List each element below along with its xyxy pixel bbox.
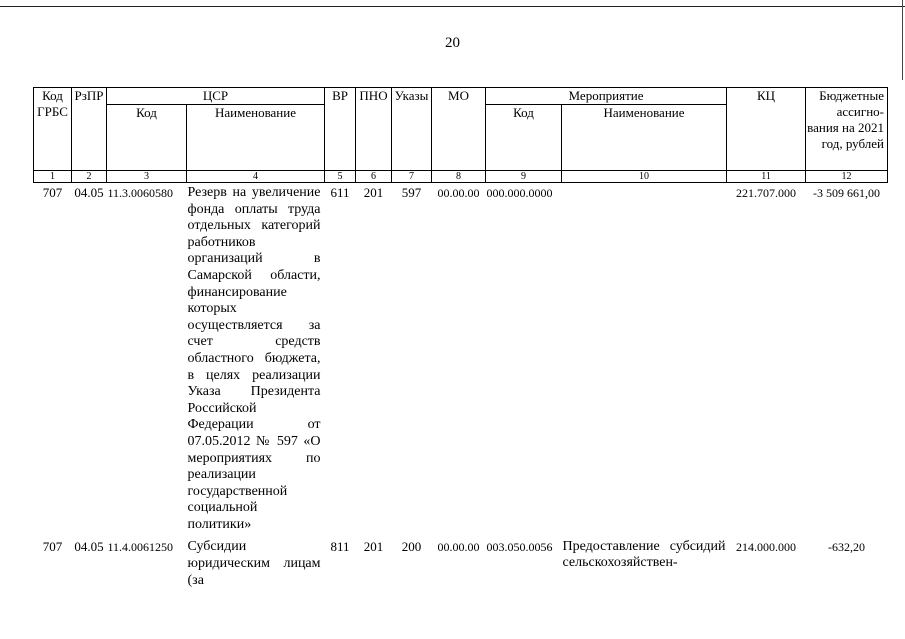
- column-number: 4: [187, 171, 325, 183]
- header-vr: ВР: [325, 88, 356, 171]
- header-mo: МО: [432, 88, 486, 171]
- header-csr-name: Наименование: [187, 105, 325, 171]
- cell-vr: 811: [330, 539, 350, 555]
- cell-mo: 00.00.00: [437, 186, 480, 200]
- header-kc: КЦ: [727, 88, 806, 171]
- header-row-1: [34, 88, 888, 105]
- cell-pno: 201: [363, 185, 384, 200]
- cell-grbs: 707: [42, 539, 63, 555]
- cell-mer-kod: 003.050.0056: [486, 540, 553, 555]
- column-number: 11: [727, 171, 806, 183]
- column-number: 6: [356, 171, 392, 183]
- header-csr: ЦСР: [107, 88, 325, 105]
- cell-mer-name: Предоставление субсидий сельскохозяйствен-: [562, 539, 726, 571]
- cell-rzpr: 04.05: [74, 185, 104, 200]
- header-budget: Бюджетные ассигно-вания на 2021 год, рублей: [806, 88, 888, 171]
- cell-mo: 00.00.00: [437, 540, 480, 555]
- cell-vr: 611: [330, 185, 350, 200]
- cell-amount: -632,20: [828, 540, 866, 555]
- cell-rzpr: 04.05: [74, 539, 104, 555]
- column-number: 2: [72, 171, 107, 183]
- header-csr-kod: Код: [107, 105, 187, 171]
- cell-kc: 214.000.000: [736, 540, 797, 555]
- budget-table: [33, 87, 888, 589]
- column-number: 3: [107, 171, 187, 183]
- column-number: 1: [34, 171, 72, 183]
- header-mer-kod: Код: [486, 105, 562, 171]
- top-border-line: [0, 6, 905, 7]
- column-number: 8: [432, 171, 486, 183]
- header-kod-grbs: Код ГРБС: [34, 88, 72, 171]
- cell-mer-kod: 000.000.0000: [486, 186, 553, 200]
- table-row: [34, 533, 888, 589]
- column-number: 9: [486, 171, 562, 183]
- cell-ukazy: 597: [401, 185, 422, 200]
- header-mer-name: Наименование: [562, 105, 727, 171]
- cell-mer-name: [562, 183, 727, 534]
- cell-csr-kod: 11.4.0061250: [107, 540, 174, 555]
- header-pno: ПНО: [356, 88, 392, 171]
- column-number: 10: [562, 171, 727, 183]
- cell-amount: -3 509 661,00: [813, 186, 881, 200]
- cell-grbs: 707: [42, 185, 63, 200]
- page-number: 20: [445, 35, 460, 51]
- cell-csr-kod: 11.3.0060580: [107, 186, 174, 200]
- cell-ukazy: 200: [401, 539, 422, 555]
- column-number: 7: [392, 171, 432, 183]
- cell-kc: 221.707.000: [736, 186, 797, 200]
- table-row: [34, 183, 888, 534]
- column-number: 5: [325, 171, 356, 183]
- column-number: 12: [806, 171, 888, 183]
- cell-csr-name: Резерв на увеличение фонда оплаты труда отдельных категорий работников организаций в Самарской области, финансирование которых осуществляется за счет средств областного бюджета, в целях реализации Указа Президента Российской Федерации от 07.05.2012 № 597 «О мероприятиях по реализации государственной социальной политики»: [187, 185, 321, 532]
- column-number-row: [34, 171, 888, 183]
- header-meropriyatie: Мероприятие: [486, 88, 727, 105]
- cell-pno: 201: [363, 539, 384, 555]
- header-rzpr: РзПР: [72, 88, 107, 171]
- header-ukazy: Указы: [392, 88, 432, 171]
- cell-csr-name: Субсидии юридическим лицам (за: [187, 539, 321, 588]
